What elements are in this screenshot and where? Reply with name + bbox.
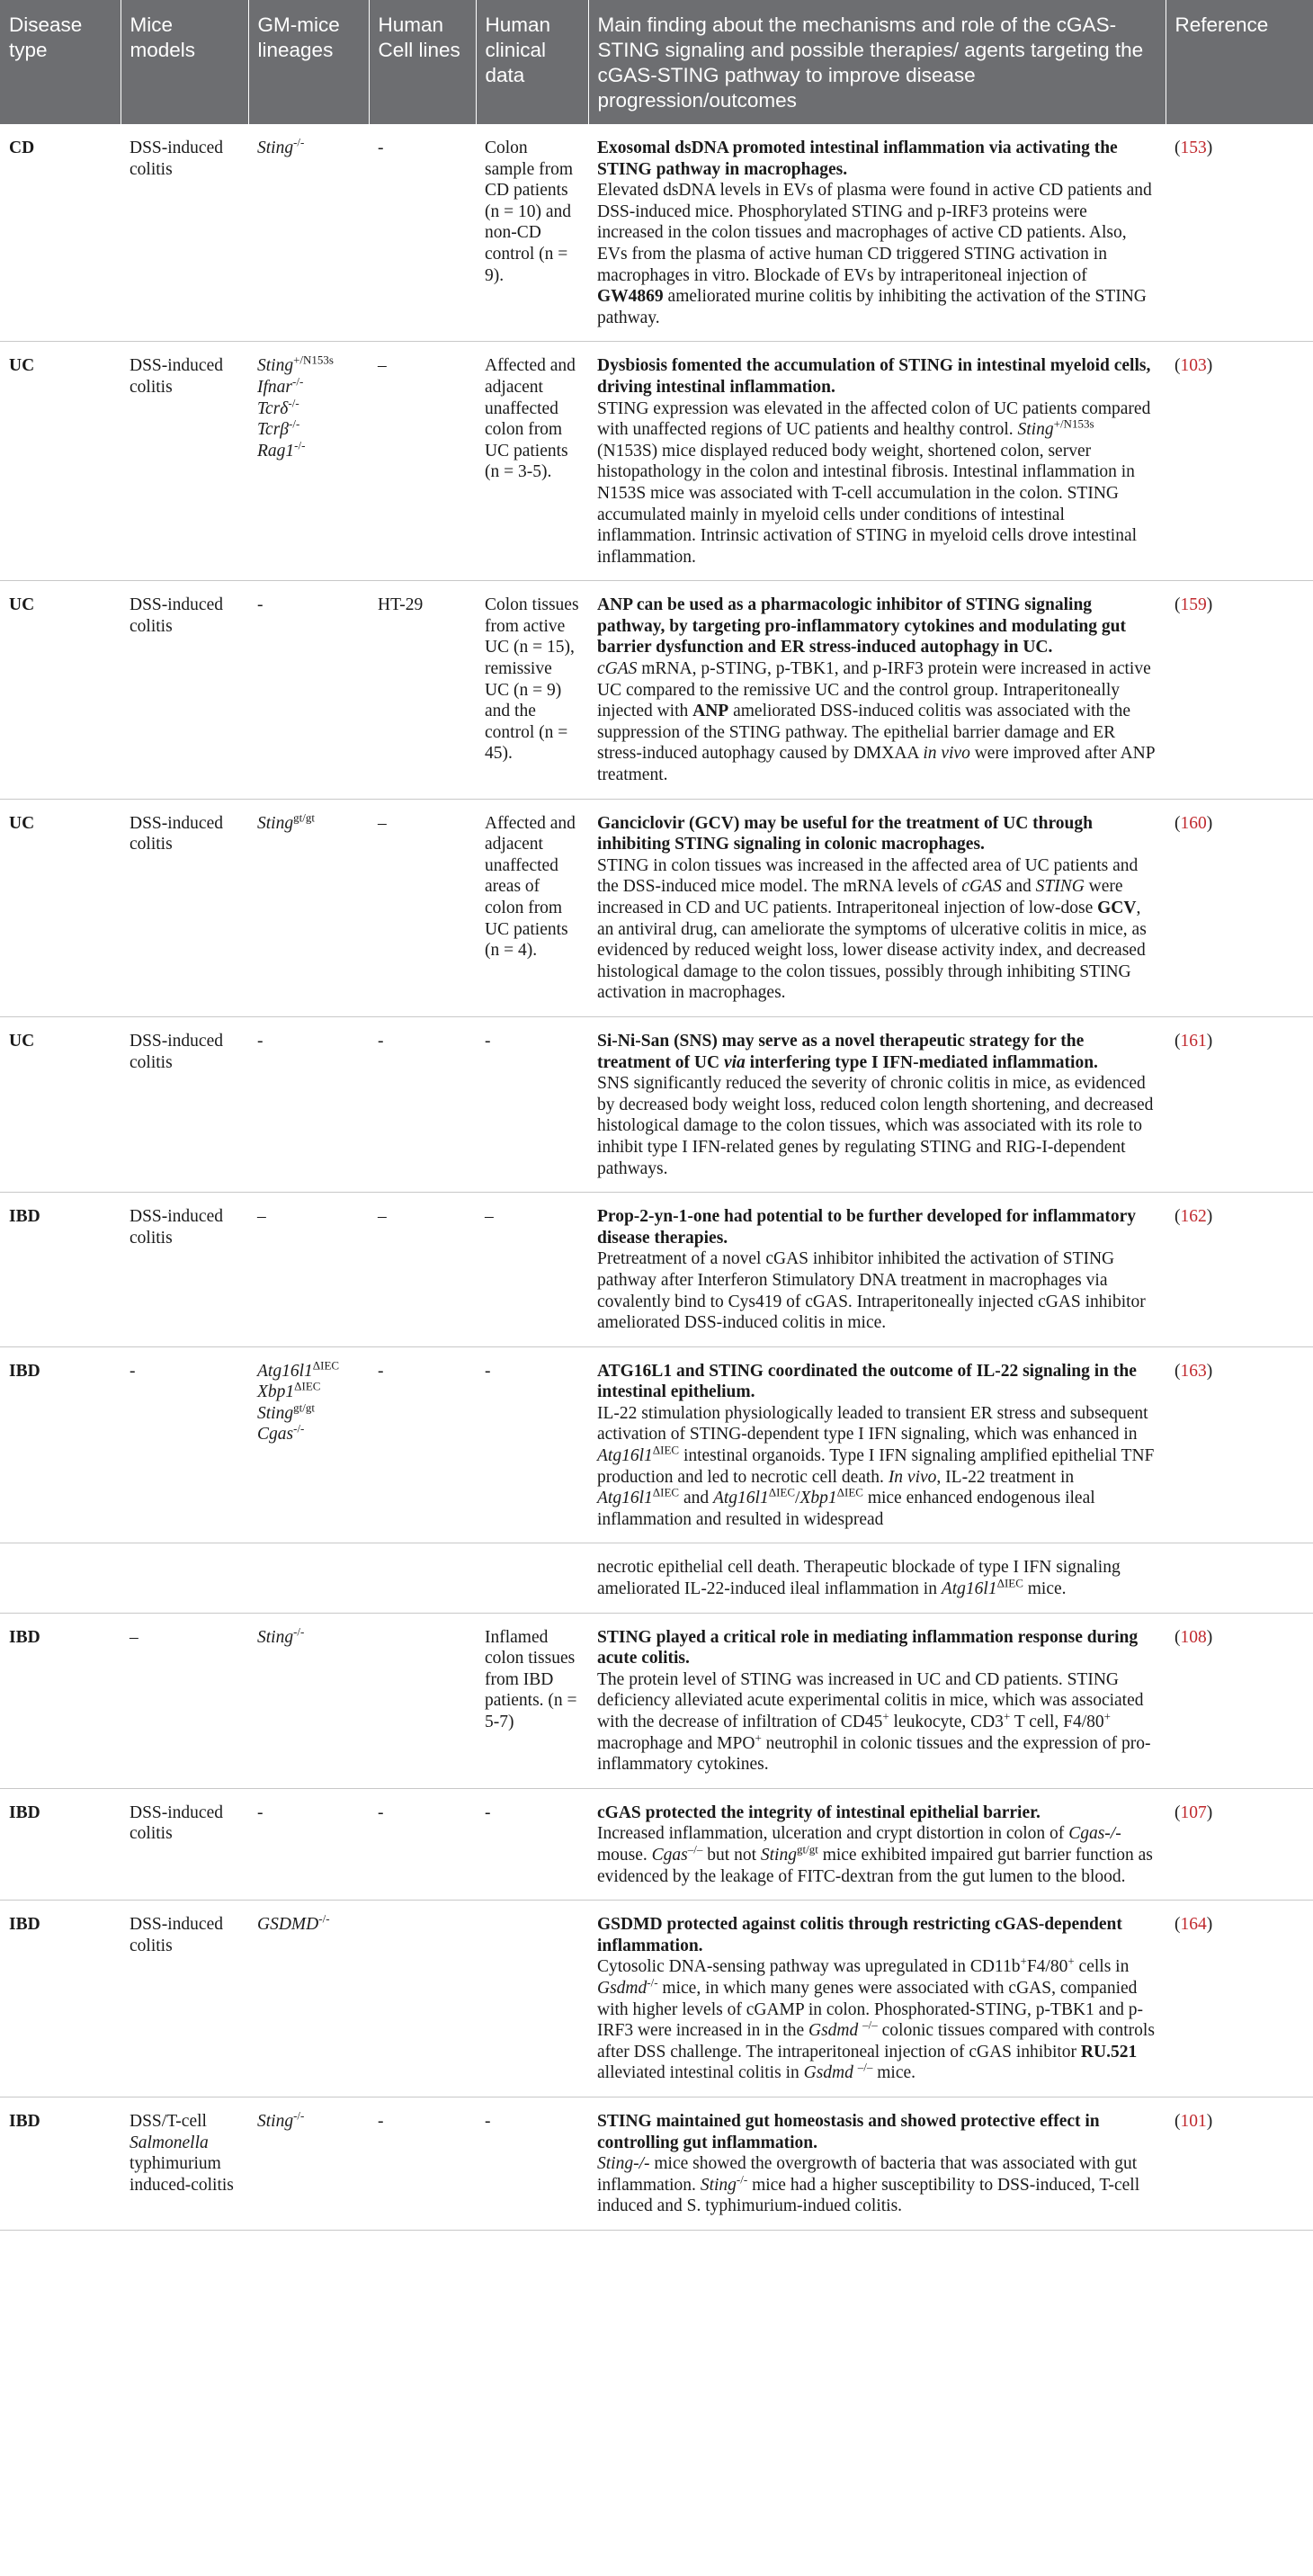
cell-disease-type: IBD <box>0 1193 121 1347</box>
cell-disease-type: IBD <box>0 1901 121 2097</box>
cell-cell-lines: - <box>369 124 476 342</box>
reference-link[interactable]: 103 <box>1180 356 1207 376</box>
cell-disease-type: IBD <box>0 2097 121 2230</box>
cell-mice-models: DSS-induced colitis <box>121 342 248 581</box>
cell-mice-models: DSS/T-cell Salmonella typhimurium induced-colitis <box>121 2097 248 2230</box>
cell-gm-mice: - <box>248 581 369 799</box>
cell-disease-type: UC <box>0 1016 121 1192</box>
cell-disease-type: IBD <box>0 1346 121 1543</box>
table-row <box>0 1193 1313 1347</box>
finding-body: STING expression was elevated in the affected colon of UC patients compared with unaffected regions of UC patients and healthy control. Sting$^{+/N153s}$ (N153S) mice displayed reduced body weight, shortened colon, server histopathology in the colon and intestinal fibrosis. Intestinal inflammation in N153S mice was associated with T-cell accumulation in the colon. STING accumulated mainly in myeloid cells under conditions of intestinal inflammation. Intrinsic activation of STING in myeloid cells drove intestinal inflammation. <box>597 398 1151 567</box>
cell-cell-lines: - <box>369 1016 476 1192</box>
cell-mice-models: DSS-induced colitis <box>121 1016 248 1192</box>
cell-disease-type: IBD <box>0 1613 121 1788</box>
cell-mice-models: DSS-induced colitis <box>121 1788 248 1900</box>
table-row <box>0 124 1313 342</box>
cell-clinical-data: Affected and adjacent unaffected areas of colon from UC patients (n = 4). <box>476 799 588 1016</box>
finding-body: necrotic epithelial cell death. Therapeutic blockade of type I IFN signaling ameliorated IL-22-induced ileal inflammation in $Atg16l1^{\Delta IEC}$ mice. <box>597 1558 1121 1599</box>
cell-clinical-data: Colon sample from CD patients (n = 10) and non-CD control (n = 9). <box>476 124 588 342</box>
cell-gm-mice: $Atg16l1^{\Delta IEC}$ $Xbp1^{\Delta IEC}$ Sting$^{gt/gt}$ Cgas-/- <box>248 1346 369 1543</box>
table-row <box>0 1543 1313 1613</box>
cell-main-finding <box>588 124 1166 342</box>
table-row <box>0 1613 1313 1788</box>
cell-mice-models: DSS-induced colitis <box>121 1901 248 2097</box>
cell-cell-lines: HT-29 <box>369 581 476 799</box>
cell-gm-mice: Sting$^{+/N153s}$ Ifnar-/- Tcrδ-/- Tcrβ-/- Rag1-/- <box>248 342 369 581</box>
header-disease-type: Disease type <box>0 0 121 124</box>
header-gm-mice: GM-mice lineages <box>248 0 369 124</box>
cell-mice-models: - <box>121 1346 248 1543</box>
table-row <box>0 799 1313 1016</box>
finding-body: SNS significantly reduced the severity of chronic colitis in mice, as evidenced by decreased body weight loss, reduced colon length shortening, and decreased histological damage to the colon tissues, which was associated with its role to inhibit type I IFN-related genes by regulating STING and RIG-I-dependent pathways. <box>597 1074 1154 1178</box>
cell-clinical-data: Colon tissues from active UC (n = 15), remissive UC (n = 9) and the control (n = 45). <box>476 581 588 799</box>
header-clinical-data: Human clinical data <box>476 0 588 124</box>
finding-body: Pretreatment of a novel cGAS inhibitor inhibited the activation of STING pathway after Interferon Stimulatory DNA treatment in macrophages via covalently bind to Cys419 of cGAS. Intraperitoneally injected cGAS inhibitor ameliorated DSS-induced colitis in mice. <box>597 1249 1146 1333</box>
header-main-finding: Main finding about the mechanisms and role of the cGAS-STING signaling and possible therapies/ agents targeting the cGAS-STING pathway to improve disease progression/outcomes <box>588 0 1166 124</box>
cell-main-finding <box>588 1346 1166 1543</box>
cell-clinical-data: Affected and adjacent unaffected colon from UC patients (n = 3-5). <box>476 342 588 581</box>
finding-body: Sting-/- mice showed the overgrowth of bacteria that was associated with gut inflammation. Sting-/- mice had a higher susceptibility to DSS-induced, T-cell induced and S. typhimurium-indued colitis. <box>597 2154 1140 2216</box>
cell-main-finding <box>588 1193 1166 1347</box>
cell-main-finding <box>588 799 1166 1016</box>
cell-cell-lines: – <box>369 342 476 581</box>
cell-mice-models: DSS-induced colitis <box>121 581 248 799</box>
cell-gm-mice: - <box>248 1016 369 1192</box>
cell-clinical-data <box>476 1901 588 2097</box>
cell-gm-mice: – <box>248 1193 369 1347</box>
cell-reference: (161) <box>1166 1016 1313 1192</box>
cell-gm-mice: Sting-/- <box>248 1613 369 1788</box>
finding-title: Ganciclovir (GCV) may be useful for the treatment of UC through inhibiting STING signaling in colonic macrophages. <box>597 813 1093 854</box>
cell-clinical-data: - <box>476 1346 588 1543</box>
cell-clinical-data: Inflamed colon tissues from IBD patients. (n = 5-7) <box>476 1613 588 1788</box>
cell-mice-models: – <box>121 1613 248 1788</box>
cell-mice-models: DSS-induced colitis <box>121 124 248 342</box>
cell-clinical-data: – <box>476 1193 588 1347</box>
table-row <box>0 1016 1313 1192</box>
finding-body: STING in colon tissues was increased in the affected area of UC patients and the DSS-induced mice model. The mRNA levels of cGAS and STING were increased in CD and UC patients. Intraperitoneal injection of low-dose GCV, an antiviral drug, can ameliorate the symptoms of ulcerative colitis in mice, as evidenced by reduced weight loss, lower disease activity index, and decreased histological damage to the colon tissues, possibly through inhibiting STING activation in macrophages. <box>597 855 1147 1003</box>
cell-disease-type: UC <box>0 581 121 799</box>
finding-title: Si-Ni-San (SNS) may serve as a novel therapeutic strategy for the treatment of UC via interfering type I IFN-mediated inflammation. <box>597 1031 1098 1072</box>
cell-main-finding <box>588 2097 1166 2230</box>
cell-main-finding <box>588 1613 1166 1788</box>
cell-gm-mice: Sting-/- <box>248 2097 369 2230</box>
table-row <box>0 1901 1313 2097</box>
header-reference: Reference <box>1166 0 1313 124</box>
cell-mice-models: DSS-induced colitis <box>121 799 248 1016</box>
table-header <box>0 0 1313 124</box>
finding-body: Elevated dsDNA levels in EVs of plasma were found in active CD patients and DSS-induced mice. Phosphorylated STING and p-IRF3 proteins were increased in the colon tissues and macrophages of active CD patients. Also, EVs from the plasma of active human CD triggered STING activation in macrophages in vitro. Blockade of EVs by intraperitoneal injection of GW4869 ameliorated murine colitis by inhibiting the activation of the STING pathway. <box>597 181 1152 327</box>
cell-gm-mice <box>248 1543 369 1613</box>
cell-cell-lines: – <box>369 799 476 1016</box>
cell-main-finding <box>588 1901 1166 2097</box>
reference-link[interactable]: 153 <box>1180 139 1207 157</box>
table-body <box>0 124 1313 2230</box>
cell-mice-models <box>121 1543 248 1613</box>
header-row <box>0 0 1313 124</box>
cell-reference: (153) <box>1166 124 1313 342</box>
cell-gm-mice: - <box>248 1788 369 1900</box>
cell-reference: (159) <box>1166 581 1313 799</box>
cell-clinical-data: - <box>476 1788 588 1900</box>
table-row <box>0 581 1313 799</box>
cell-reference: (162) <box>1166 1193 1313 1347</box>
reference-link[interactable]: 161 <box>1180 1031 1207 1051</box>
header-mice-models: Mice models <box>121 0 248 124</box>
finding-title: ATG16L1 and STING coordinated the outcome of IL-22 signaling in the intestinal epithelium. <box>597 1361 1137 1402</box>
table-row <box>0 1788 1313 1900</box>
finding-title: STING maintained gut homeostasis and showed protective effect in controlling gut inflammation. <box>597 2111 1100 2152</box>
cell-cell-lines <box>369 1901 476 2097</box>
cell-reference: (163) <box>1166 1346 1313 1543</box>
reference-link[interactable]: 163 <box>1180 1361 1207 1381</box>
reference-link[interactable]: 162 <box>1180 1207 1207 1227</box>
finding-title: ANP can be used as a pharmacologic inhibitor of STING signaling pathway, by targeting pro-inflammatory cytokines and modulating gut barrier dysfunction and ER stress-induced autophagy in UC. <box>597 595 1126 657</box>
finding-title: Prop-2-yn-1-one had potential to be further developed for inflammatory disease therapies. <box>597 1207 1137 1248</box>
reference-link[interactable]: 164 <box>1180 1915 1207 1935</box>
finding-title: STING played a critical role in mediating inflammation response during acute colitis. <box>597 1627 1139 1668</box>
reference-link[interactable]: 108 <box>1180 1627 1207 1647</box>
cell-mice-models: DSS-induced colitis <box>121 1193 248 1347</box>
reference-link[interactable]: 101 <box>1180 2111 1207 2131</box>
finding-body: cGAS mRNA, p-STING, p-TBK1, and p-IRF3 protein were increased in active UC compared to the remissive UC and the control group. Intraperitoneally injected with ANP ameliorated DSS-induced colitis was associated with the suppression of the STING pathway. The epithelial barrier damage and ER stress-induced autophagy caused by DMXAA in vivo were improved after ANP treatment. <box>597 659 1155 785</box>
header-cell-lines: Human Cell lines <box>369 0 476 124</box>
reference-link[interactable]: 159 <box>1180 595 1207 615</box>
cell-disease-type: CD <box>0 124 121 342</box>
cell-main-finding <box>588 581 1166 799</box>
cell-disease-type: UC <box>0 342 121 581</box>
cell-gm-mice: GSDMD-/- <box>248 1901 369 2097</box>
reference-link[interactable]: 160 <box>1180 813 1207 833</box>
cell-cell-lines <box>369 1543 476 1613</box>
finding-body: Increased inflammation, ulceration and crypt distortion in colon of Cgas-/- mouse. Cgas–/– but not Sting$^{gt/gt}$ mice exhibited impaired gut barrier function as evidenced by the leakage of FITC-dextran from the gut lumen to the blood. <box>597 1824 1153 1886</box>
finding-title: Exosomal dsDNA promoted intestinal inflammation via activating the STING pathway in macrophages. <box>597 139 1118 179</box>
cell-cell-lines <box>369 1613 476 1788</box>
table-row <box>0 2097 1313 2230</box>
cell-gm-mice: Sting-/- <box>248 124 369 342</box>
cell-main-finding <box>588 1788 1166 1900</box>
cell-reference: (108) <box>1166 1613 1313 1788</box>
cell-disease-type <box>0 1543 121 1613</box>
finding-title: Dysbiosis fomented the accumulation of STING in intestinal myeloid cells, driving intestinal inflammation. <box>597 356 1151 397</box>
cell-disease-type: IBD <box>0 1788 121 1900</box>
finding-title: cGAS protected the integrity of intestinal epithelial barrier. <box>597 1802 1041 1822</box>
cell-main-finding <box>588 342 1166 581</box>
cell-reference: (103) <box>1166 342 1313 581</box>
finding-body: IL-22 stimulation physiologically leaded to transient ER stress and subsequent activation of STING-dependent type I IFN signaling, which was enhanced in $Atg16l1^{\Delta IEC}$ intestinal organoids. Type I IFN signaling amplified epithelial TNF production and led to necrotic cell death. In vivo, IL-22 treatment in $Atg16l1^{\Delta IEC}$ and $Atg16l1^{\Delta IEC}/Xbp1^{\Delta IEC}$ mice enhanced endogenous ileal inflammation and resulted in widespread <box>597 1403 1155 1529</box>
finding-title: GSDMD protected against colitis through restricting cGAS-dependent inflammation. <box>597 1915 1122 1955</box>
reference-link[interactable]: 107 <box>1180 1802 1207 1822</box>
cell-main-finding <box>588 1016 1166 1192</box>
cell-cell-lines: - <box>369 2097 476 2230</box>
cell-disease-type: UC <box>0 799 121 1016</box>
cell-reference: (107) <box>1166 1788 1313 1900</box>
finding-body: The protein level of STING was increased in UC and CD patients. STING deficiency alleviated acute experimental colitis in mice, which was associated with the decrease of infiltration of CD45+ leukocyte, CD3+ T cell, F4/80+ macrophage and MPO+ neutrophil in colonic tissues and the expression of pro-inflammatory cytokines. <box>597 1669 1151 1775</box>
cell-reference: (101) <box>1166 2097 1313 2230</box>
cell-cell-lines: - <box>369 1346 476 1543</box>
cell-reference: (160) <box>1166 799 1313 1016</box>
cell-clinical-data: - <box>476 2097 588 2230</box>
cell-cell-lines: – <box>369 1193 476 1347</box>
cell-clinical-data <box>476 1543 588 1613</box>
cell-cell-lines: - <box>369 1788 476 1900</box>
table-row <box>0 342 1313 581</box>
cell-reference <box>1166 1543 1313 1613</box>
table-row <box>0 1346 1313 1543</box>
cell-main-finding <box>588 1543 1166 1613</box>
cell-gm-mice: Sting$^{gt/gt}$ <box>248 799 369 1016</box>
cell-reference: (164) <box>1166 1901 1313 2097</box>
cell-clinical-data: - <box>476 1016 588 1192</box>
finding-body: Cytosolic DNA-sensing pathway was upregulated in CD11b+F4/80+ cells in Gsdmd-/- mice, in which many genes were associated with cGAS, companied with higher levels of cGAMP in colon. Phosphorated-STING, p-TBK1 and p-IRF3 were increased in in the Gsdmd –/– colonic tissues compared with controls after DSS challenge. The intraperitoneal injection of cGAS inhibitor RU.521 alleviated intestinal colitis in Gsdmd –/– mice. <box>597 1954 1155 2083</box>
